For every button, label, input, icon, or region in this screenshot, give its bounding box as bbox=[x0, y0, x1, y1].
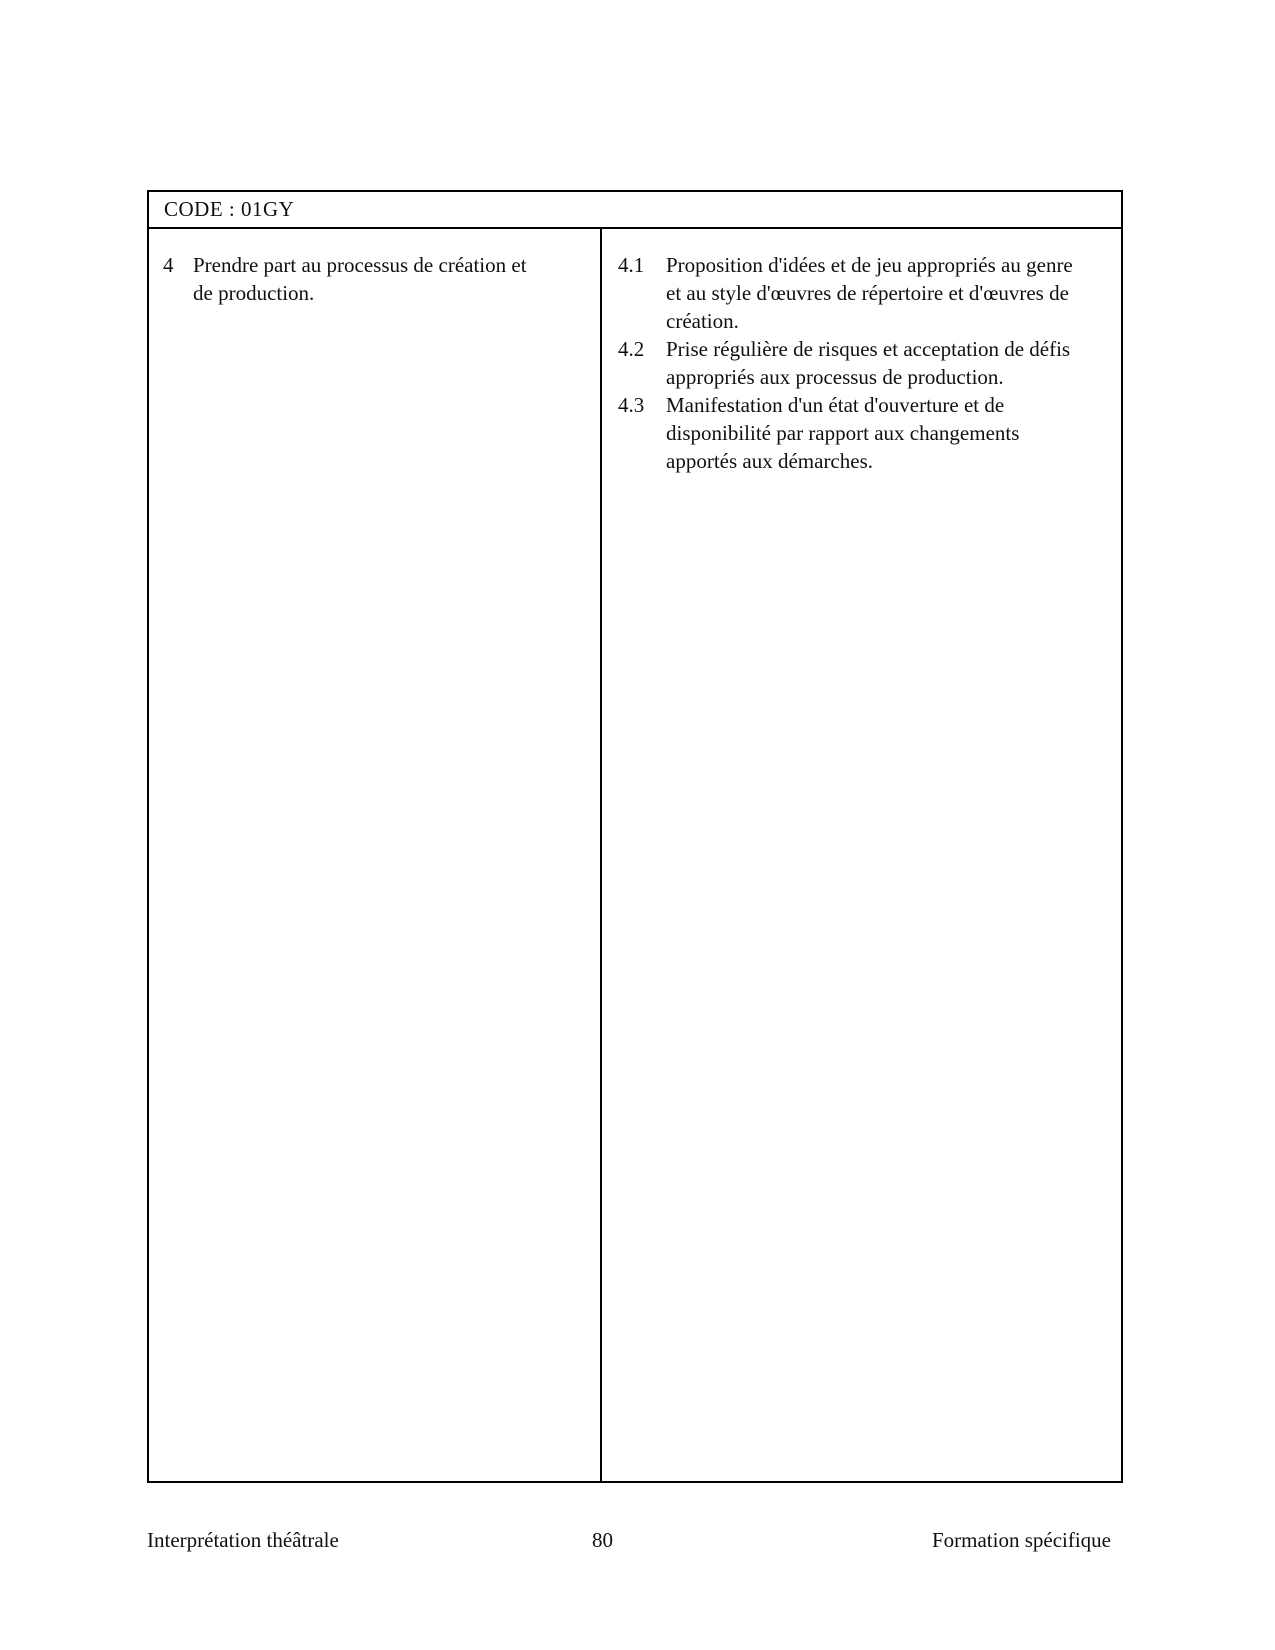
criterion-text-line: Prise régulière de risques et acceptation de défis bbox=[666, 337, 1071, 361]
footer-program-name: Interprétation théâtrale bbox=[147, 1528, 339, 1552]
objective-item bbox=[163, 251, 600, 307]
criterion-item bbox=[618, 251, 1121, 335]
criterion-text-line: Proposition d'idées et de jeu appropriés au genre bbox=[666, 253, 1073, 277]
footer-page-number: 80 bbox=[592, 1528, 613, 1552]
objective-text bbox=[193, 251, 600, 307]
criterion-number: 4.1 bbox=[618, 253, 645, 277]
criterion-text bbox=[666, 251, 1121, 335]
objective-number: 4 bbox=[163, 253, 174, 277]
objective-column bbox=[149, 229, 602, 1481]
code-header-row bbox=[149, 192, 1121, 229]
code-label: CODE : 01GY bbox=[164, 197, 295, 221]
criterion-text-line: apportés aux démarches. bbox=[666, 449, 873, 473]
page-footer bbox=[147, 1526, 1123, 1556]
objective-text-line: de production. bbox=[193, 281, 315, 305]
criterion-text-line: et au style d'œuvres de répertoire et d'œuvres de bbox=[666, 281, 1069, 305]
objective-text-line: Prendre part au processus de création et bbox=[193, 253, 527, 277]
criterion-text-line: appropriés aux processus de production. bbox=[666, 365, 1004, 389]
criterion-text-line: Manifestation d'un état d'ouverture et de bbox=[666, 393, 1005, 417]
competency-table bbox=[147, 190, 1123, 1483]
criterion-number: 4.3 bbox=[618, 393, 645, 417]
table-body-row bbox=[149, 229, 1121, 1481]
criterion-text-line: création. bbox=[666, 309, 739, 333]
footer-section-name: Formation spécifique bbox=[931, 1528, 1111, 1552]
criterion-text-line: disponibilité par rapport aux changements bbox=[666, 421, 1020, 445]
criteria-column bbox=[602, 229, 1121, 1481]
criterion-item bbox=[618, 391, 1121, 475]
criterion-item bbox=[618, 335, 1121, 391]
criterion-number: 4.2 bbox=[618, 337, 645, 361]
criterion-text bbox=[666, 335, 1121, 391]
criterion-text bbox=[666, 391, 1121, 475]
